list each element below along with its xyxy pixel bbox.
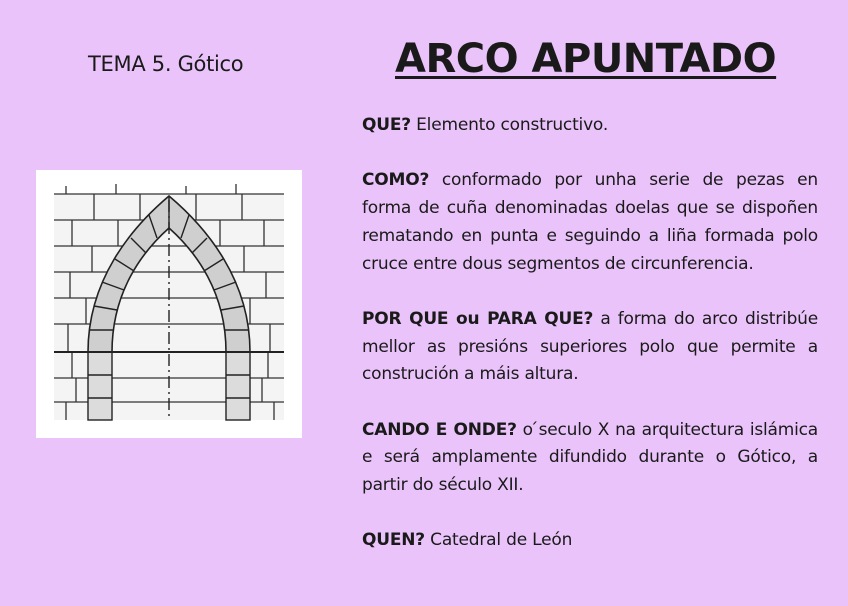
description-text	[362, 112, 818, 583]
section-body: o ́seculo X na arquitectura islámica e será amplamente difundido durante o Gótico, a partir do século XII.	[362, 419, 818, 496]
page-title: ARCO APUNTADO	[395, 36, 777, 82]
topic-label: TEMA 5. Gótico	[88, 52, 244, 76]
section-label: CANDO E ONDE?	[362, 419, 517, 440]
section-quen	[362, 527, 818, 555]
section-que	[362, 112, 818, 140]
section-por-que	[362, 306, 818, 389]
section-label: QUEN?	[362, 530, 425, 551]
section-label: QUE?	[362, 115, 411, 135]
section-label: COMO?	[362, 170, 430, 191]
section-body: Catedral de León	[424, 530, 573, 551]
section-como	[362, 167, 818, 278]
section-label: POR QUE ou PARA QUE?	[362, 308, 594, 329]
section-body: a forma do arco distribúe mellor as presións superiores polo que permite a construción a máis altura.	[362, 308, 818, 385]
section-body: conformado por unha serie de pezas en forma de cuña denominadas doelas que se dispoñen rematando en punta e seguindo a liña formada polo cruce entre dous segmentos de circunferencia.	[362, 170, 818, 274]
pointed-arch-drawing	[36, 170, 302, 438]
section-body: Elemento constructivo.	[410, 115, 609, 135]
section-cando-onde	[362, 417, 818, 500]
pointed-arch-illustration	[36, 170, 302, 438]
